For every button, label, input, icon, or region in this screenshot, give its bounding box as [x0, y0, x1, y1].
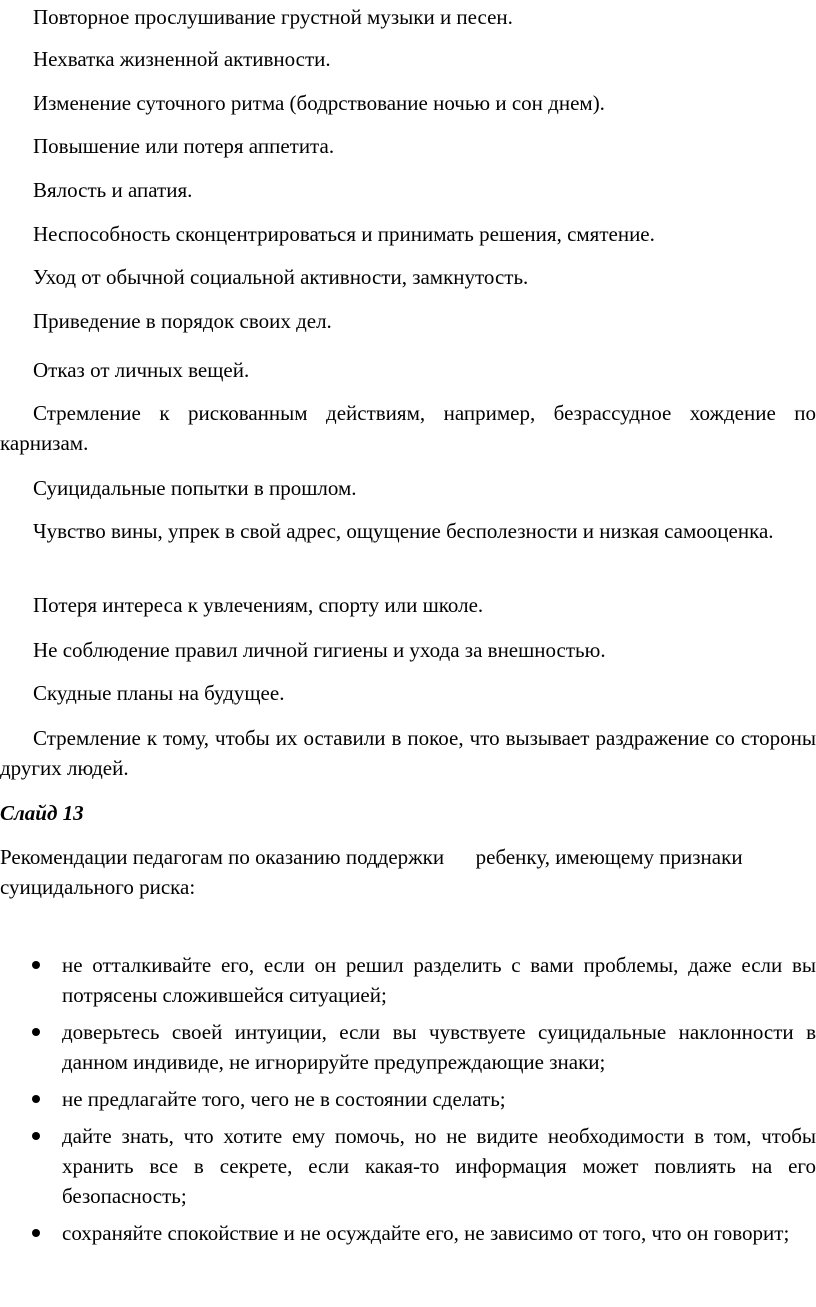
bullet-icon: [32, 1229, 40, 1237]
sign-item: Вялость и апатия.: [33, 178, 193, 202]
sign-item: Стремление к тому, чтобы их оставили в покое, что вызывает раздражение со стороны других людей.: [0, 726, 816, 780]
recommendation-item: [0, 1084, 816, 1114]
recommendations-intro: Рекомендации педагогам по оказанию поддержки ребенку, имеющему признаки суицидального риска:: [0, 845, 748, 899]
sign-item: Суицидальные попытки в прошлом.: [33, 476, 357, 500]
recommendation-text: дайте знать, что хотите ему помочь, но не видите необходимости в том, чтобы хранить все в секрете, если какая-то информация может повлиять на его безопасность;: [62, 1124, 816, 1208]
sign-item: Нехватка жизненной активности.: [33, 47, 331, 71]
sign-item: Отказ от личных вещей.: [33, 358, 250, 382]
sign-item: Изменение суточного ритма (бодрствование ночью и сон днем).: [33, 91, 605, 115]
sign-item: Повышение или потеря аппетита.: [33, 134, 335, 158]
sign-item: Потеря интереса к увлечениям, спорту или школе.: [33, 593, 484, 617]
recommendation-text: не предлагайте того, чего не в состоянии сделать;: [62, 1087, 506, 1111]
sign-item: Уход от обычной социальной активности, замкнутость.: [33, 265, 529, 289]
sign-item: Стремление к рискованным действиям, например, безрассудное хождение по карнизам.: [0, 401, 816, 455]
recommendation-text: сохраняйте спокойствие и не осуждайте его, не зависимо от того, что он говорит;: [62, 1221, 790, 1245]
sign-item: Не соблюдение правил личной гигиены и ухода за внешностью.: [33, 638, 606, 662]
recommendations-list: [0, 950, 816, 1255]
sign-item: Неспособность сконцентрироваться и принимать решения, смятение.: [33, 222, 655, 246]
recommendation-item: [0, 1121, 816, 1211]
sign-item: Повторное прослушивание грустной музыки и песен.: [33, 5, 513, 29]
recommendation-item: [0, 950, 816, 1010]
recommendation-item: [0, 1218, 816, 1248]
bullet-icon: [32, 1095, 40, 1103]
recommendation-text: не отталкивайте его, если он решил разделить с вами проблемы, даже если вы потрясены сложившейся ситуацией;: [62, 953, 816, 1007]
recommendation-text: доверьтесь своей интуиции, если вы чувствуете суицидальные наклонности в данном индивиде, не игнорируйте предупреждающие знаки;: [62, 1020, 816, 1074]
bullet-icon: [32, 1132, 40, 1140]
bullet-icon: [32, 961, 40, 969]
sign-item: Скудные планы на будущее.: [33, 681, 285, 705]
slide-heading: Слайд 13: [0, 801, 84, 825]
sign-item: Приведение в порядок своих дел.: [33, 309, 332, 333]
bullet-icon: [32, 1028, 40, 1036]
recommendation-item: [0, 1017, 816, 1077]
sign-item: Чувство вины, упрек в свой адрес, ощущение бесполезности и низкая самооценка.: [33, 519, 774, 543]
